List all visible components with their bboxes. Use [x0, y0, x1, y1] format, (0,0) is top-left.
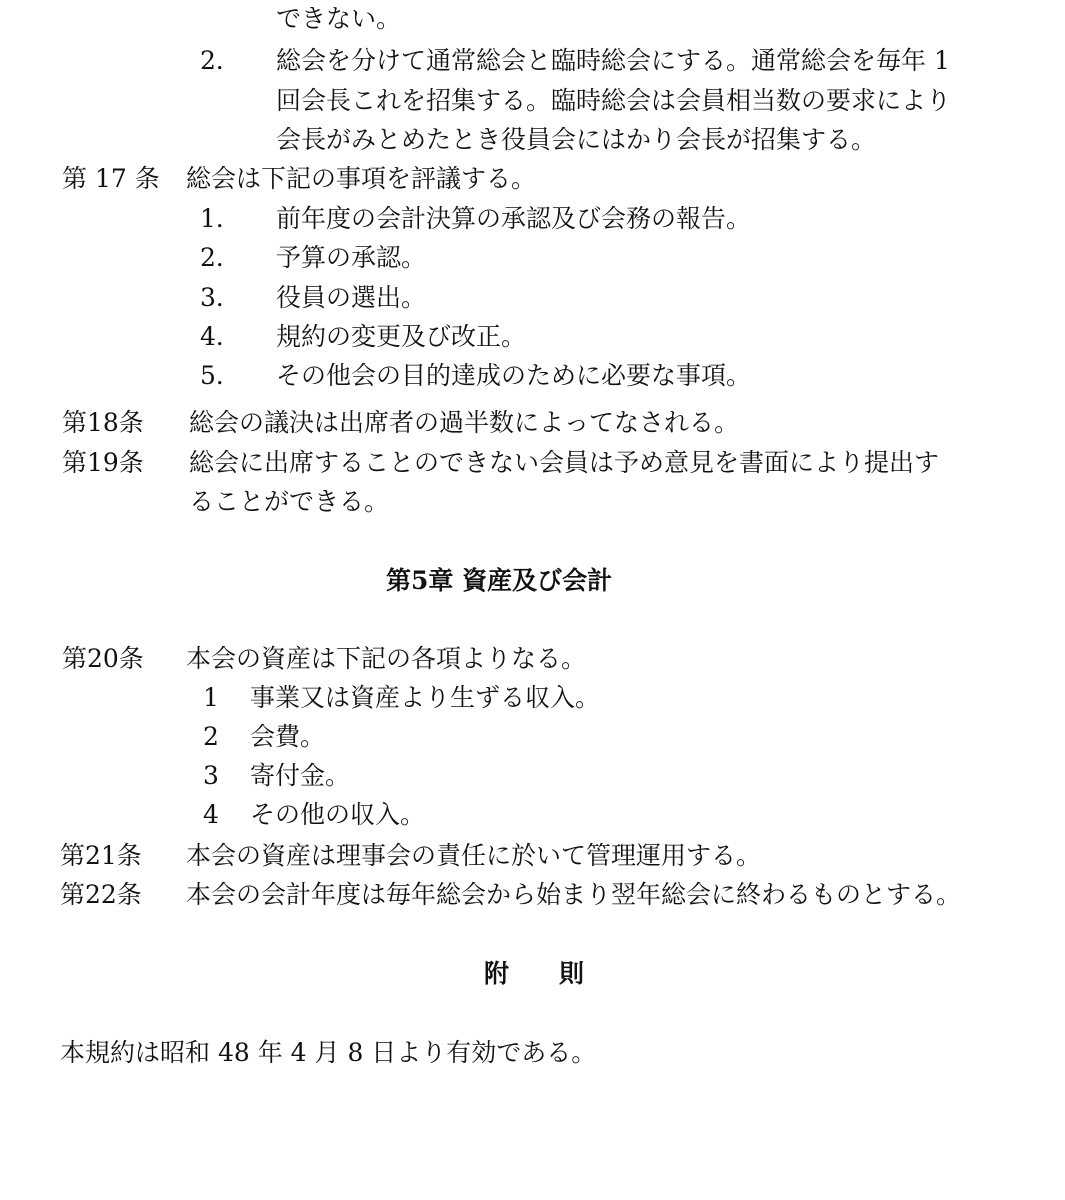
art16-item2-number: 2．	[200, 46, 241, 75]
art19-line2: ることができる。	[189, 487, 390, 516]
art17-item1-number: 1．	[200, 204, 241, 233]
art22-label: 第22条	[60, 880, 142, 909]
art17-item4-text: 規約の変更及び改正。	[276, 322, 527, 351]
art20-item4-number: 4	[203, 800, 219, 829]
art17-item1-text: 前年度の会計決算の承認及び会務の報告。	[276, 204, 752, 233]
art17-label: 第 17 条	[62, 164, 160, 193]
art20-text: 本会の資産は下記の各項よりなる。	[186, 644, 587, 673]
art20-item2-number: 2	[203, 722, 219, 751]
art17-text: 総会は下記の事項を評議する。	[186, 164, 537, 193]
art16-item2-line1: 総会を分けて通常総会と臨時総会にする。通常総会を毎年 1	[276, 46, 950, 75]
art21-text: 本会の資産は理事会の責任に於いて管理運用する。	[186, 841, 762, 870]
art18-label: 第18条	[62, 408, 144, 437]
chapter-heading: 第5章 資産及び会計	[386, 566, 613, 595]
art19-line1: 総会に出席することのできない会員は予め意見を書面により提出す	[189, 448, 940, 477]
art17-item2-text: 予算の承認。	[276, 243, 427, 272]
art16-continuation: できない。	[276, 4, 402, 33]
art20-item3-number: 3	[203, 761, 219, 790]
art17-item4-number: 4．	[200, 322, 241, 351]
art21-label: 第21条	[60, 841, 142, 870]
art17-item3-text: 役員の選出。	[276, 283, 427, 312]
art16-item2-line2: 回会長これを招集する。臨時総会は会員相当数の要求により	[276, 86, 952, 115]
art20-item4-text: その他の収入。	[250, 800, 426, 829]
art20-item1-text: 事業又は資産より生ずる収入。	[250, 683, 601, 712]
art17-item2-number: 2．	[200, 243, 241, 272]
art20-item1-number: 1	[203, 683, 219, 712]
art22-text: 本会の会計年度は毎年総会から始まり翌年総会に終わるものとする。	[186, 880, 962, 909]
art20-item3-text: 寄付金。	[250, 761, 351, 790]
art18-text: 総会の議決は出席者の過半数によってなされる。	[189, 408, 740, 437]
art17-item5-text: その他会の目的達成のために必要な事項。	[276, 361, 752, 390]
art19-label: 第19条	[62, 448, 144, 477]
art20-item2-text: 会費。	[250, 722, 326, 751]
appendix-text: 本規約は昭和 48 年 4 月 8 日より有効である。	[60, 1038, 597, 1067]
art16-item2-line3: 会長がみとめたとき役員会にはかり会長が招集する。	[276, 125, 877, 154]
appendix-heading: 附 則	[484, 959, 585, 988]
art20-label: 第20条	[62, 644, 144, 673]
art17-item5-number: 5．	[200, 361, 241, 390]
art17-item3-number: 3．	[200, 283, 241, 312]
